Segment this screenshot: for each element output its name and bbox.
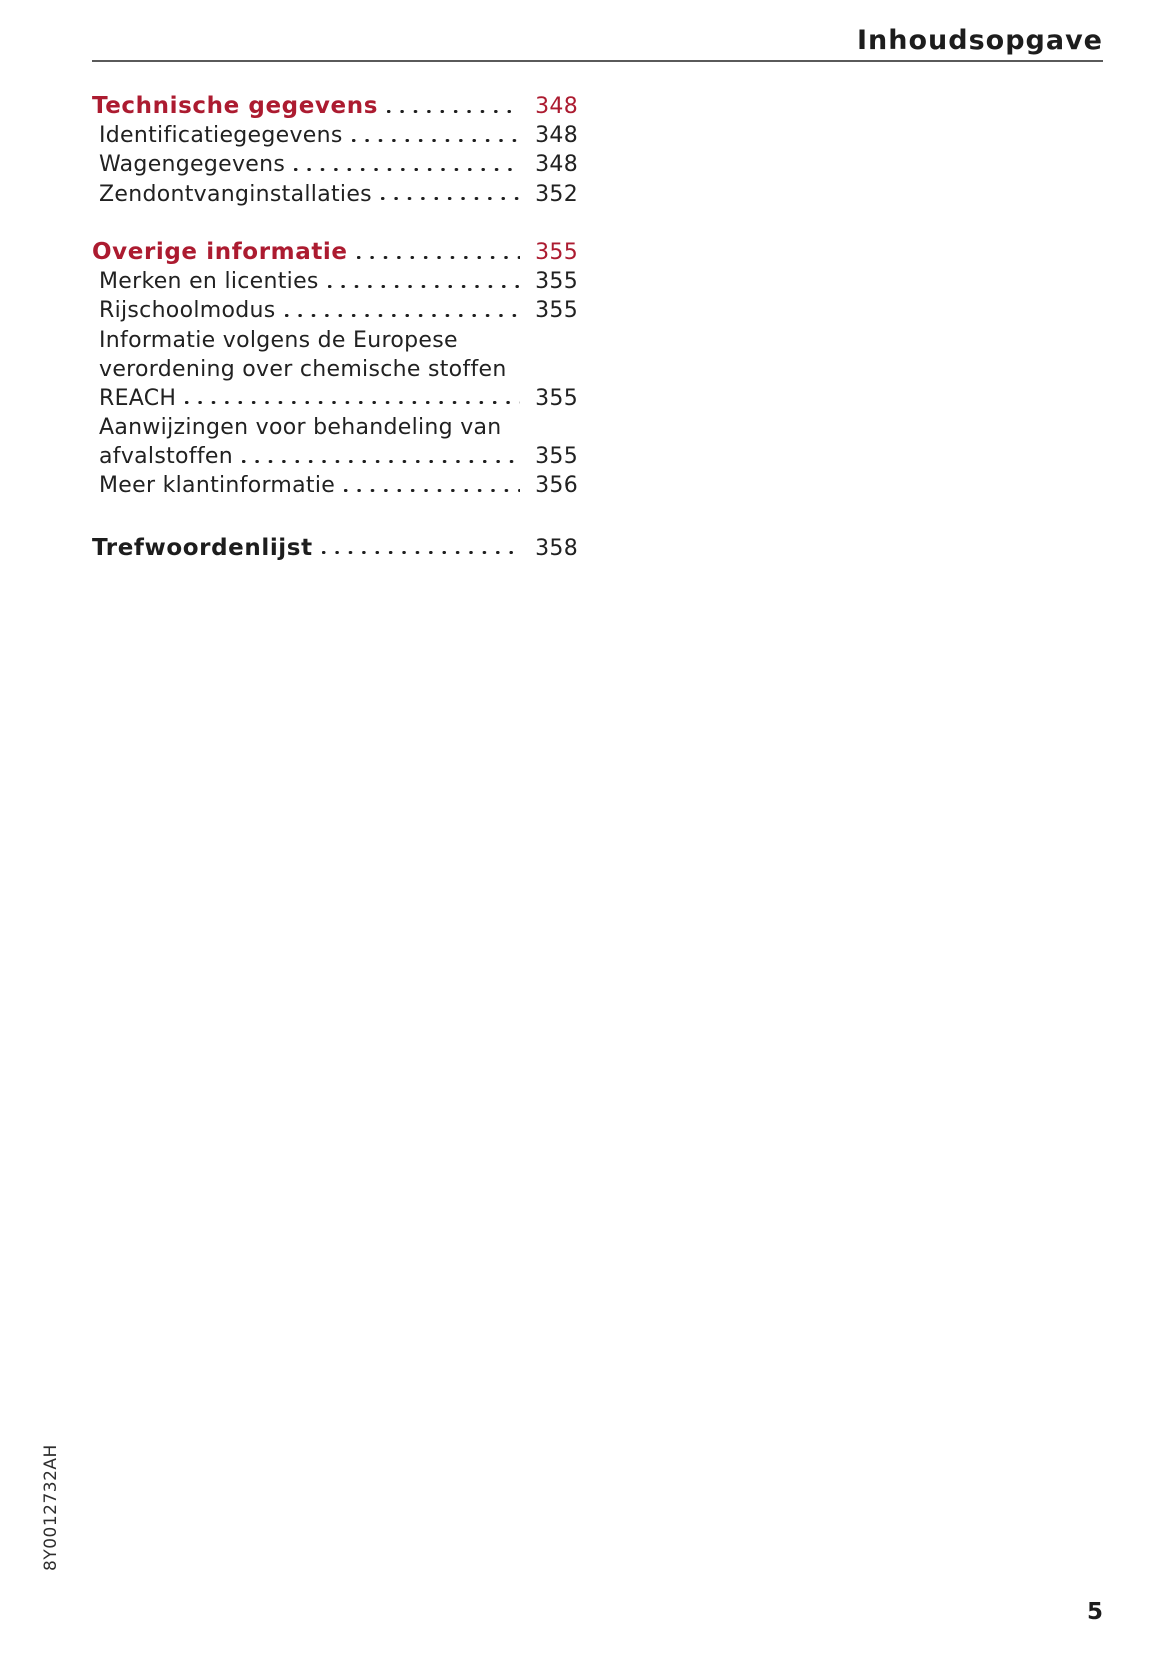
toc-section-title: Technische gegevens (92, 93, 378, 119)
leader-dots (285, 314, 521, 317)
leader-dots (294, 168, 520, 171)
leader-dots (242, 460, 520, 463)
toc-index-title: Trefwoordenlijst (92, 534, 313, 561)
toc-page-number: 352 (535, 181, 578, 207)
toc-entry (92, 471, 578, 500)
header-rule (92, 60, 1103, 62)
toc-entry-label: Wagengegevens (99, 152, 286, 178)
toc-entry (92, 296, 578, 325)
toc-entry-label: afvalstoffen (99, 444, 233, 470)
toc-entry-line (92, 355, 578, 384)
toc-page-number: 355 (535, 385, 578, 411)
toc-entry-line (92, 326, 578, 355)
section-spacer (92, 501, 578, 534)
toc-page-number: 356 (535, 473, 578, 499)
section-spacer (92, 209, 578, 238)
toc-page-number: 348 (535, 94, 578, 119)
toc-entry-label: REACH (99, 385, 177, 411)
toc-entry-label: Identificatiegegevens (99, 123, 343, 149)
toc-entry (92, 442, 578, 471)
toc-entry-label: Zendontvanginstallaties (99, 181, 372, 207)
toc-entry (92, 150, 578, 179)
toc-page-number: 348 (535, 152, 578, 178)
leader-dots (357, 256, 520, 259)
toc-entry-label: Rijschoolmodus (99, 298, 276, 324)
toc-index-entry (92, 534, 578, 563)
toc-entry-line (92, 413, 578, 442)
page-number-footer: 5 (1086, 1599, 1103, 1625)
toc-page-number: 355 (535, 269, 578, 295)
toc-entry-label: verordening over chemische stoffen (99, 356, 507, 382)
toc-page-number: 348 (535, 123, 578, 149)
table-of-contents (92, 92, 578, 563)
toc-entry-label: Aanwijzingen voor behandeling van (99, 415, 502, 441)
leader-dots (387, 110, 520, 113)
toc-section-technische-gegevens (92, 92, 578, 121)
leader-dots (381, 197, 520, 200)
toc-page-number: 355 (535, 298, 578, 324)
toc-page-number: 358 (535, 535, 578, 561)
leader-dots (185, 401, 520, 404)
leader-dots (322, 551, 520, 554)
toc-entry-label: Merken en licenties (99, 269, 319, 295)
toc-page-number: 355 (535, 239, 578, 265)
toc-entry (92, 180, 578, 209)
toc-page-number: 355 (535, 444, 578, 470)
toc-entry-label: Meer klantinformatie (99, 473, 336, 499)
toc-section-overige-informatie (92, 238, 578, 267)
toc-entry (92, 384, 578, 413)
page-title: Inhoudsopgave (857, 25, 1103, 56)
toc-entry (92, 267, 578, 296)
leader-dots (344, 489, 520, 492)
toc-entry-label: Informatie volgens de Europese (99, 327, 458, 353)
toc-section-title: Overige informatie (92, 238, 348, 265)
document-code: 8Y0012732AH (41, 1444, 61, 1571)
leader-dots (352, 139, 520, 142)
toc-entry (92, 121, 578, 150)
leader-dots (328, 285, 520, 288)
